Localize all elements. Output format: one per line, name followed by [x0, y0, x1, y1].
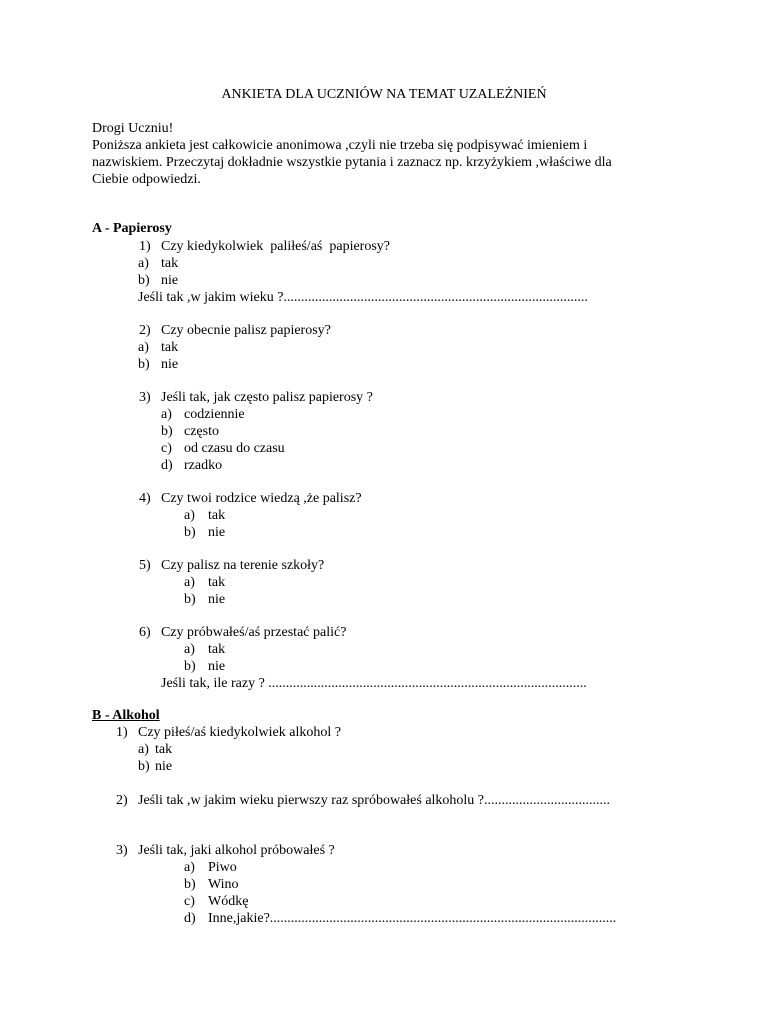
option-label: d) [161, 458, 173, 473]
question-text: Czy kiedykolwiek paliłeś/aś papierosy? [161, 239, 390, 254]
question-text: Czy obecnie palisz papierosy? [161, 323, 331, 338]
option-label: a) [184, 508, 195, 523]
question-text: Czy palisz na terenie szkoły? [161, 558, 325, 573]
question-number: 1) [116, 725, 128, 740]
section-heading-alkohol: B - Alkohol [92, 708, 160, 723]
option-text: tak [208, 575, 226, 590]
question-text: Jeśli tak, jaki alkohol próbowałeś ? [138, 843, 335, 858]
option-text: Wino [208, 877, 239, 892]
question-number: 2) [139, 323, 151, 338]
option-text: nie [161, 273, 179, 288]
option-label: a) [138, 742, 149, 757]
option-text: nie [208, 525, 226, 540]
option-label: a) [184, 575, 195, 590]
greeting: Drogi Uczniu! [92, 121, 174, 136]
option-text: codziennie [184, 407, 245, 422]
option-text: nie [208, 592, 226, 607]
question-text: Jeśli tak, jak często palisz papierosy ? [161, 390, 373, 405]
followup-question: Jeśli tak ,w jakim wieku ?....................................................................................... [138, 290, 588, 305]
option-text: nie [208, 659, 226, 674]
option-label: d) [184, 911, 196, 926]
option-text: Wódkę [208, 894, 249, 909]
option-text: często [184, 424, 219, 439]
option-text: Piwo [208, 860, 237, 875]
option-label: b) [138, 273, 150, 288]
option-label: b) [184, 592, 196, 607]
option-label: b) [184, 525, 196, 540]
option-label: a) [161, 407, 172, 422]
option-text: nie [161, 357, 179, 372]
question-text: Jeśli tak ,w jakim wieku pierwszy raz spróbowałeś alkoholu ?.................................... [138, 793, 611, 808]
option-text: tak [161, 256, 179, 271]
option-text: nie [155, 759, 173, 774]
intro-line: Ciebie odpowiedzi. [92, 172, 201, 187]
question-number: 5) [139, 558, 151, 573]
question-number: 2) [116, 793, 128, 808]
followup-question: Jeśli tak, ile razy ? ........................................................................................... [161, 676, 587, 691]
option-label: c) [161, 441, 172, 456]
option-text: tak [155, 742, 173, 757]
option-text: tak [208, 508, 226, 523]
option-label: a) [138, 340, 149, 355]
option-label: b) [138, 357, 150, 372]
document-title: ANKIETA DLA UCZNIÓW NA TEMAT UZALEŻNIEŃ [221, 87, 547, 102]
option-label: a) [138, 256, 149, 271]
option-label: b) [184, 877, 196, 892]
question-text: Czy próbwałeś/aś przestać palić? [161, 625, 347, 640]
question-text: Czy piłeś/aś kiedykolwiek alkohol ? [138, 725, 341, 740]
option-label: c) [184, 894, 195, 909]
option-text: Inne,jakie?................................................................................................... [208, 911, 617, 926]
question-text: Czy twoi rodzice wiedzą ,że palisz? [161, 491, 362, 506]
option-text: tak [161, 340, 179, 355]
option-label: b) [138, 759, 150, 774]
question-number: 1) [139, 239, 151, 254]
option-label: a) [184, 860, 195, 875]
question-number: 3) [139, 390, 151, 405]
intro-line: nazwiskiem. Przeczytaj dokładnie wszystkie pytania i zaznacz np. krzyżykiem ,właściwe dla [92, 155, 612, 170]
option-label: a) [184, 642, 195, 657]
option-label: b) [161, 424, 173, 439]
option-label: b) [184, 659, 196, 674]
question-number: 4) [139, 491, 151, 506]
option-text: od czasu do czasu [184, 441, 285, 456]
section-heading-papierosy: A - Papierosy [92, 221, 172, 236]
option-text: rzadko [184, 458, 223, 473]
option-text: tak [208, 642, 226, 657]
intro-line: Poniższa ankieta jest całkowicie anonimowa ,czyli nie trzeba się podpisywać imieniem i [92, 138, 588, 153]
question-number: 3) [116, 843, 128, 858]
question-number: 6) [139, 625, 151, 640]
